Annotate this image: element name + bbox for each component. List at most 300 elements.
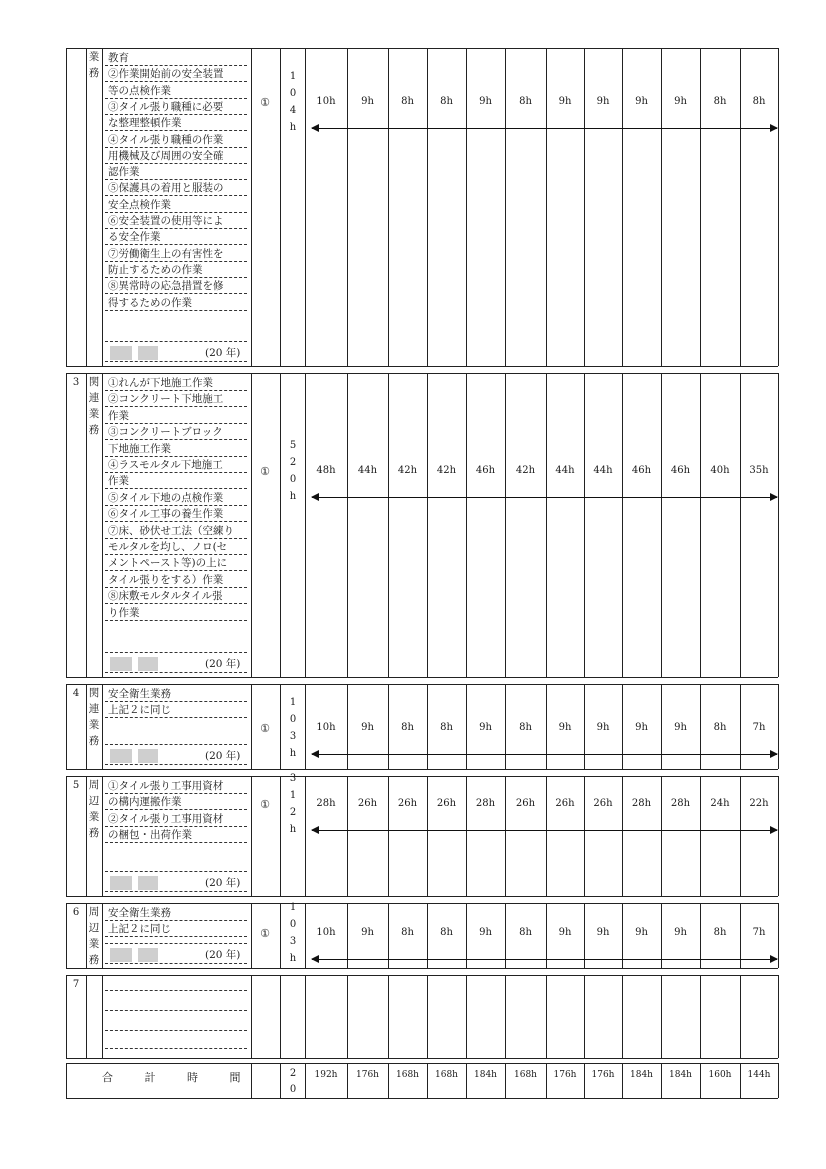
column-border (584, 975, 585, 1058)
work-item-text: タイル張りをする）作業 (108, 573, 224, 586)
category-char: 連 (88, 703, 100, 715)
redacted-block (110, 948, 132, 962)
monthly-hours: 8h (752, 96, 766, 107)
work-item-text: ④ラスモルタル下地施工 (108, 459, 223, 471)
category-char: 関 (88, 687, 100, 699)
monthly-hours: 10h (316, 722, 336, 733)
work-item-text: ⑥タイル工事の養生作業 (108, 508, 224, 521)
column-border (66, 903, 67, 968)
total-row-top (66, 1063, 778, 1064)
period-arrow (312, 754, 777, 755)
column-border (700, 1063, 701, 1098)
total-hours-char: 5 (289, 440, 297, 451)
total-hours-char: 0 (289, 714, 297, 725)
section-bottom-border (66, 896, 778, 897)
total-label: 合 計 時 間 (102, 1071, 255, 1084)
column-border (661, 373, 662, 677)
category-char: 務 (88, 67, 100, 79)
work-item-text: 上記２に同じ (108, 923, 171, 936)
category-char: 業 (88, 408, 100, 420)
blank-underline (105, 341, 247, 342)
category-char: 業 (88, 51, 100, 63)
column-border (778, 903, 779, 968)
monthly-hours: 28h (316, 798, 336, 809)
section-top-border (66, 48, 778, 49)
monthly-hours: 26h (555, 798, 575, 809)
section-bottom-border (66, 1058, 778, 1059)
item-underline (105, 310, 247, 311)
column-border (280, 776, 281, 896)
column-border (102, 684, 103, 769)
work-item-text: ③タイル張り職種に必要 (108, 100, 224, 113)
redacted-block (110, 346, 132, 360)
work-item-text: 下地施工作業 (108, 442, 171, 455)
work-item-text: 教育 (108, 52, 129, 64)
column-border (546, 1063, 547, 1098)
monthly-hours: 28h (631, 798, 652, 809)
column-border (66, 48, 67, 366)
work-item-text: 作業 (108, 409, 129, 422)
column-border (347, 373, 348, 677)
work-item-text: ②作業開始前の安全装置 (108, 68, 224, 81)
work-item-text: ⑤タイル下地の点検作業 (108, 491, 224, 504)
blank-underline (105, 871, 247, 872)
category-char: 務 (88, 735, 100, 747)
blank-underline (105, 652, 247, 653)
category-char: 務 (88, 424, 100, 436)
monthly-hours: 9h (635, 927, 648, 938)
column-border (778, 975, 779, 1058)
period-arrow (312, 128, 777, 129)
column-border (622, 776, 623, 896)
section-top-border (66, 975, 778, 976)
monthly-hours: 26h (357, 798, 378, 809)
column-border (347, 776, 348, 896)
work-item-text: 認作業 (108, 166, 140, 179)
monthly-hours: 35h (749, 465, 769, 476)
monthly-hours: 7h (752, 722, 766, 733)
monthly-hours: 46h (631, 465, 652, 476)
category-char: 辺 (88, 922, 100, 934)
blank-underline (105, 1010, 247, 1011)
circled-mark: ① (260, 798, 270, 811)
monthly-hours: 28h (670, 798, 691, 809)
period-arrow (312, 497, 777, 498)
column-border (305, 975, 306, 1058)
section-number: 6 (72, 907, 80, 918)
work-item-text: 安全点検作業 (108, 198, 171, 211)
monthly-hours: 9h (674, 722, 687, 733)
column-border (388, 975, 389, 1058)
monthly-hours: 8h (440, 96, 453, 107)
monthly-hours: 8h (519, 722, 532, 733)
blank-underline (105, 990, 247, 991)
column-border (700, 776, 701, 896)
column-border (280, 1063, 281, 1098)
column-border (66, 776, 67, 896)
section-number: 5 (72, 780, 80, 791)
column-border (661, 975, 662, 1058)
column-border (622, 373, 623, 677)
column-border (102, 48, 103, 366)
monthly-total-hours: 168h (435, 1070, 458, 1080)
category-char: 業 (88, 938, 100, 950)
monthly-total-hours: 144h (747, 1070, 771, 1080)
column-border (86, 903, 87, 968)
column-border (427, 373, 428, 677)
column-border (305, 373, 306, 677)
column-border (466, 373, 467, 677)
year-note: (20 年) (205, 877, 241, 889)
column-border (546, 776, 547, 896)
category-char: 業 (88, 719, 100, 731)
column-border (505, 776, 506, 896)
monthly-hours: 9h (479, 96, 492, 107)
section-top-border (66, 373, 778, 374)
section-bottom-border (66, 968, 778, 969)
total-hours-char: 3 (289, 936, 297, 947)
column-border (740, 776, 741, 896)
redacted-block (110, 876, 132, 890)
column-border (251, 373, 252, 677)
monthly-hours: 9h (674, 96, 687, 107)
column-border (466, 776, 467, 896)
monthly-hours: 9h (558, 927, 572, 938)
total-hours-char: 3 (289, 731, 297, 742)
blank-underline (105, 1030, 247, 1031)
monthly-total-hours: 176h (553, 1070, 577, 1080)
column-border (305, 1063, 306, 1098)
work-item-text: 得するための作業 (108, 296, 192, 309)
column-border (251, 684, 252, 769)
work-item-text: 作業 (108, 475, 129, 488)
item-underline (105, 717, 247, 718)
work-item-text: ⑧床敷モルタルタイル張 (108, 590, 223, 603)
monthly-hours: 46h (475, 465, 496, 476)
total-row-bottom (66, 1098, 778, 1099)
monthly-hours: 42h (397, 465, 418, 476)
item-underline (105, 620, 247, 621)
work-item-text: 防止するための作業 (108, 263, 203, 276)
column-border (778, 48, 779, 366)
monthly-hours: 8h (401, 927, 414, 938)
column-border (388, 1063, 389, 1098)
column-border (102, 776, 103, 896)
section-number: 3 (72, 377, 80, 388)
total-hours-char: h (289, 824, 297, 835)
year-underline (105, 963, 247, 964)
column-border (66, 975, 67, 1058)
work-item-text: ②タイル張り工事用資材 (108, 812, 224, 825)
redacted-block (138, 749, 158, 763)
work-item-text: モルタルを均し、ノロ(セ (108, 541, 228, 553)
column-border (86, 48, 87, 366)
section-top-border (66, 903, 778, 904)
work-item-text: ⑦床、砂伏せ工法（空練り (108, 524, 234, 537)
column-border (661, 1063, 662, 1098)
column-border (622, 975, 623, 1058)
column-border (251, 48, 252, 366)
monthly-hours: 42h (515, 465, 536, 476)
column-border (740, 373, 741, 677)
blank-underline (105, 943, 247, 944)
total-hours-char: 2 (289, 807, 297, 818)
work-item-text: ⑤保護具の着用と服装の (108, 182, 224, 195)
grand-total-char: 0 (289, 1084, 297, 1095)
column-border (622, 1063, 623, 1098)
column-border (280, 975, 281, 1058)
monthly-hours: 46h (670, 465, 691, 476)
monthly-hours: 26h (593, 798, 613, 809)
monthly-total-hours: 168h (396, 1070, 419, 1080)
column-border (251, 903, 252, 968)
column-border (305, 903, 306, 968)
period-arrow (312, 959, 777, 960)
circled-mark: ① (260, 927, 270, 940)
category-char: 周 (88, 906, 100, 918)
column-border (505, 373, 506, 677)
monthly-hours: 42h (436, 465, 457, 476)
year-underline (105, 672, 247, 673)
column-border (347, 975, 348, 1058)
column-border (778, 684, 779, 769)
blank-underline (105, 744, 247, 745)
redacted-block (110, 749, 132, 763)
monthly-hours: 44h (555, 465, 575, 476)
monthly-hours: 9h (361, 96, 374, 107)
year-note: (20 年) (205, 949, 241, 961)
category-char: 関 (88, 376, 100, 388)
monthly-hours: 8h (519, 927, 532, 938)
column-border (86, 373, 87, 677)
column-border (305, 684, 306, 769)
column-border (584, 1063, 585, 1098)
work-item-text: ⑧異常時の応急措置を修 (108, 280, 224, 293)
monthly-total-hours: 176h (591, 1070, 615, 1080)
work-item-text: る安全作業 (108, 231, 161, 244)
section-top-border (66, 776, 778, 777)
total-hours-char: 0 (289, 919, 297, 930)
column-border (86, 975, 87, 1058)
year-underline (105, 891, 247, 892)
circled-mark: ① (260, 96, 270, 109)
total-hours-char: 1 (289, 790, 297, 801)
column-border (305, 48, 306, 366)
column-border (280, 684, 281, 769)
monthly-hours: 8h (713, 722, 727, 733)
monthly-hours: 10h (316, 927, 336, 938)
work-item-text: り作業 (108, 606, 140, 619)
section-top-border (66, 684, 778, 685)
monthly-hours: 9h (558, 722, 572, 733)
monthly-hours: 9h (361, 722, 374, 733)
column-border (66, 373, 67, 677)
work-item-text: メントペースト等)の上に (108, 557, 228, 570)
column-border (466, 1063, 467, 1098)
monthly-hours: 26h (436, 798, 457, 809)
total-hours-char: h (289, 748, 297, 759)
total-hours-char: 2 (289, 457, 297, 468)
column-border (388, 776, 389, 896)
column-border (778, 1063, 779, 1098)
total-hours-char: h (289, 122, 297, 133)
total-hours-char: 1 (289, 71, 297, 82)
redacted-block (138, 346, 158, 360)
monthly-total-hours: 176h (356, 1070, 379, 1080)
work-item-text: の構内運搬作業 (108, 796, 182, 809)
monthly-hours: 9h (674, 927, 687, 938)
section-bottom-border (66, 366, 778, 367)
total-hours-char: 4 (289, 105, 297, 116)
redacted-block (138, 876, 158, 890)
column-border (347, 1063, 348, 1098)
column-border (66, 684, 67, 769)
monthly-total-hours: 168h (514, 1070, 537, 1080)
monthly-hours: 26h (397, 798, 418, 809)
column-border (102, 903, 103, 968)
category-char: 務 (88, 954, 100, 966)
work-item-text: な整理整頓作業 (108, 117, 182, 130)
work-item-text: 安全衛生業務 (108, 907, 171, 919)
column-border (102, 373, 103, 677)
column-border (427, 1063, 428, 1098)
monthly-total-hours: 184h (474, 1070, 497, 1080)
column-border (280, 373, 281, 677)
column-border (427, 975, 428, 1058)
column-border (661, 776, 662, 896)
period-arrow (312, 830, 777, 831)
monthly-hours: 8h (713, 927, 727, 938)
year-note: (20 年) (205, 658, 241, 670)
monthly-hours: 48h (316, 465, 336, 476)
circled-mark: ① (260, 722, 270, 735)
monthly-hours: 22h (749, 798, 769, 809)
monthly-hours: 8h (519, 96, 532, 107)
total-hours-char: 0 (289, 88, 297, 99)
column-border (305, 776, 306, 896)
column-border (251, 975, 252, 1058)
section-bottom-border (66, 769, 778, 770)
column-border (778, 373, 779, 677)
monthly-hours: 44h (593, 465, 613, 476)
column-border (102, 975, 103, 1058)
work-item-text: ③コンクリートブロック (108, 426, 223, 439)
monthly-hours: 26h (515, 798, 536, 809)
monthly-hours: 9h (479, 722, 492, 733)
monthly-hours: 10h (316, 96, 336, 107)
blank-underline (105, 1048, 247, 1049)
category-char: 業 (88, 811, 100, 823)
work-item-text: 等の点検作業 (108, 84, 171, 97)
total-hours-char: 0 (289, 474, 297, 485)
column-border (700, 975, 701, 1058)
column-border (427, 776, 428, 896)
category-char: 務 (88, 827, 100, 839)
work-item-text: 用機械及び周囲の安全確 (108, 149, 224, 162)
column-border (251, 776, 252, 896)
work-item-text: ①タイル張り工事用資材 (108, 780, 224, 792)
category-char: 辺 (88, 795, 100, 807)
category-char: 周 (88, 779, 100, 791)
monthly-hours: 40h (710, 465, 730, 476)
grand-total-char: 2 (289, 1068, 297, 1079)
monthly-hours: 8h (713, 96, 727, 107)
section-bottom-border (66, 677, 778, 678)
column-border (584, 373, 585, 677)
column-border (466, 975, 467, 1058)
column-border (66, 1063, 67, 1098)
monthly-hours: 8h (440, 722, 453, 733)
monthly-hours: 8h (401, 96, 414, 107)
column-border (740, 1063, 741, 1098)
monthly-hours: 9h (361, 927, 374, 938)
monthly-hours: 9h (596, 722, 610, 733)
monthly-hours: 9h (635, 722, 648, 733)
monthly-hours: 9h (596, 927, 610, 938)
redacted-block (138, 948, 158, 962)
column-border (700, 373, 701, 677)
item-underline (105, 936, 247, 937)
monthly-hours: 7h (752, 927, 766, 938)
work-item-text: ①れんが下地施工作業 (108, 377, 213, 389)
monthly-total-hours: 184h (630, 1070, 653, 1080)
year-underline (105, 361, 247, 362)
monthly-hours: 9h (635, 96, 648, 107)
work-item-text: の梱包・出荷作業 (108, 829, 192, 842)
column-border (86, 684, 87, 769)
monthly-hours: 8h (440, 927, 453, 938)
work-item-text: ⑥安全装置の使用等によ (108, 215, 224, 227)
work-item-text: ④タイル張り職種の作業 (108, 133, 224, 146)
monthly-hours: 9h (558, 96, 572, 107)
monthly-hours: 44h (357, 465, 378, 476)
section-number: 4 (72, 688, 80, 699)
column-border (546, 975, 547, 1058)
work-item-text: 上記２に同じ (108, 704, 171, 717)
monthly-hours: 8h (401, 722, 414, 733)
column-border (280, 903, 281, 968)
total-hours-char: 3 (289, 773, 297, 784)
monthly-total-hours: 160h (708, 1070, 732, 1080)
redacted-block (138, 657, 158, 671)
column-border (584, 776, 585, 896)
monthly-hours: 9h (479, 927, 492, 938)
monthly-hours: 28h (475, 798, 496, 809)
work-item-text: ②コンクリート下地施工 (108, 393, 224, 406)
year-note: (20 年) (205, 750, 241, 762)
monthly-total-hours: 192h (314, 1070, 338, 1080)
year-underline (105, 764, 247, 765)
column-border (740, 975, 741, 1058)
column-border (505, 1063, 506, 1098)
monthly-hours: 9h (596, 96, 610, 107)
column-border (280, 48, 281, 366)
total-hours-char: 1 (289, 697, 297, 708)
section-number: 7 (72, 979, 80, 990)
year-note: (20 年) (205, 347, 241, 359)
category-char: 連 (88, 392, 100, 404)
total-hours-char: 1 (289, 902, 297, 913)
item-underline (105, 842, 247, 843)
total-hours-char: h (289, 491, 297, 502)
redacted-block (110, 657, 132, 671)
column-border (505, 975, 506, 1058)
monthly-total-hours: 184h (669, 1070, 692, 1080)
circled-mark: ① (260, 465, 270, 478)
work-item-text: 安全衛生業務 (108, 688, 171, 700)
column-border (778, 776, 779, 896)
work-item-text: ⑦労働衛生上の有害性を (108, 247, 224, 260)
